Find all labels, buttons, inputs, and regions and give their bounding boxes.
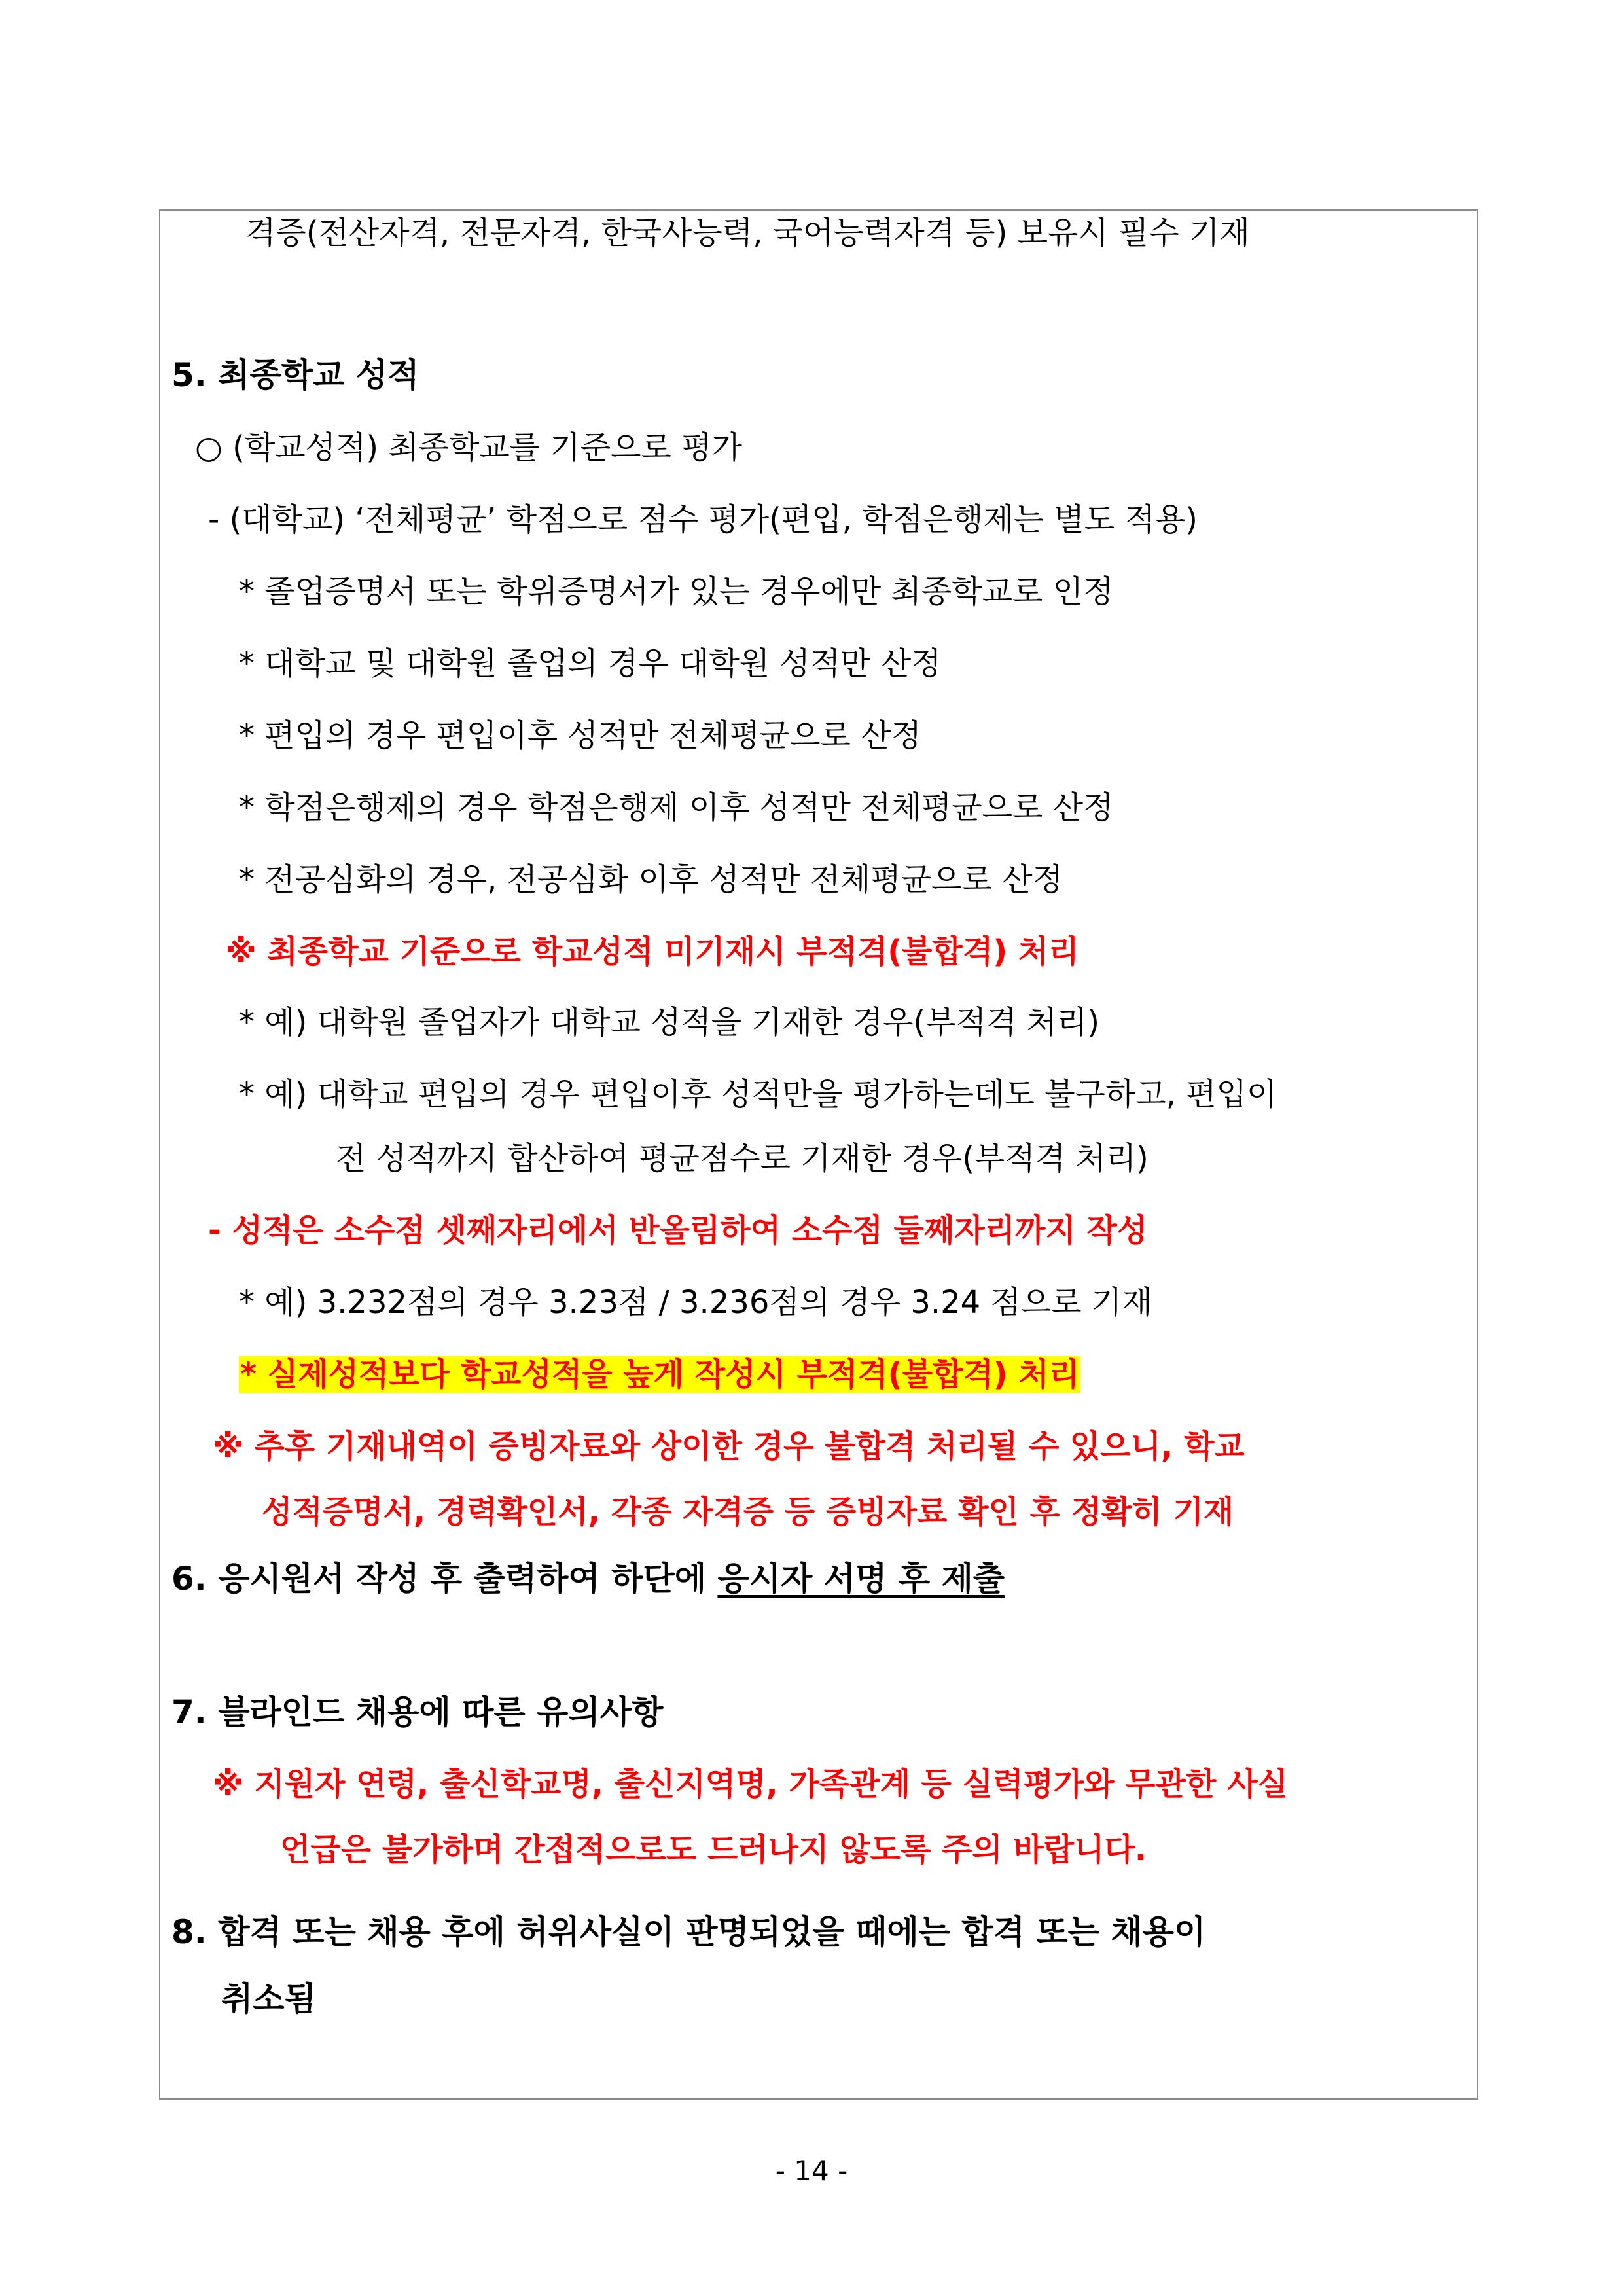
- section-6-underlined: 응시자 서명 후 제출: [717, 1560, 1005, 1598]
- section-7-heading: 7. 블라인드 채용에 따른 유의사항: [171, 1693, 664, 1731]
- example-transfer-line-2: 전 성적까지 합산하여 평균점수로 기재한 경우(부적격 처리): [336, 1140, 1149, 1177]
- cert-continuation-line: 격증(전산자격, 전문자격, 한국사능력, 국어능력자격 등) 보유시 필수 기재: [245, 215, 1250, 251]
- blind-warning-line-1: ※ 지원자 연령, 출신학교명, 출신지역명, 가족관계 등 실력평가와 무관한 사실: [213, 1766, 1288, 1803]
- section-8-heading-line-1: 8. 합격 또는 채용 후에 허위사실이 판명되었을 때에는 합격 또는 채용이: [171, 1913, 1206, 1951]
- highlight-line: [239, 1355, 1080, 1394]
- note-advanced-major: * 전공심화의 경우, 전공심화 이후 성적만 전체평균으로 산정: [239, 861, 1063, 898]
- note-credit-bank: * 학점은행제의 경우 학점은행제 이후 성적만 전체평균으로 산정: [239, 789, 1114, 826]
- section-8-heading-line-2: 취소됨: [221, 1980, 316, 2018]
- section-5-heading: 5. 최종학교 성적: [171, 356, 419, 394]
- section-6-text: 6. 응시원서 작성 후 출력하여 하단에: [171, 1560, 718, 1598]
- grade-criteria-line: ○ (학교성적) 최종학교를 기준으로 평가: [195, 429, 742, 466]
- example-transfer-line-1: * 예) 대학교 편입의 경우 편입이후 성적만을 평가하는데도 불구하고, 편입이: [239, 1076, 1277, 1113]
- rounding-rule: - 성적은 소수점 셋째자리에서 반올림하여 소수점 둘째자리까지 작성: [208, 1212, 1148, 1249]
- warning-evidence-line-2: 성적증명서, 경력확인서, 각종 자격증 등 증빙자료 확인 후 정확히 기재: [262, 1494, 1234, 1530]
- section-6-heading: [171, 1559, 1005, 1598]
- warning-missing-grades: ※ 최종학교 기준으로 학교성적 미기재시 부적격(불합격) 처리: [226, 933, 1079, 970]
- rounding-example: * 예) 3.232점의 경우 3.23점 / 3.236점의 경우 3.24 점으로 기재: [239, 1284, 1152, 1321]
- note-graduation-cert: * 졸업증명서 또는 학위증명서가 있는 경우에만 최종학교로 인정: [239, 573, 1114, 610]
- highlighted-warning-inflated-grades: * 실제성적보다 학교성적을 높게 작성시 부적격(불합격) 처리: [240, 1356, 1080, 1393]
- note-transfer: * 편입의 경우 편입이후 성적만 전체평균으로 산정: [239, 717, 921, 754]
- warning-evidence-line-1: ※ 추후 기재내역이 증빙자료와 상이한 경우 불합격 처리될 수 있으니, 학교: [213, 1428, 1245, 1465]
- example-graduate-school: * 예) 대학원 졸업자가 대학교 성적을 기재한 경우(부적격 처리): [239, 1004, 1100, 1041]
- university-average-line: - (대학교) ‘전체평균’ 학점으로 점수 평가(편입, 학점은행제는 별도 적용): [208, 501, 1198, 538]
- page-number: - 14 -: [775, 2155, 848, 2187]
- note-graduate-school: * 대학교 및 대학원 졸업의 경우 대학원 성적만 산정: [239, 645, 942, 682]
- blind-warning-line-2: 언급은 불가하며 간접적으로도 드러나지 않도록 주의 바랍니다.: [280, 1831, 1147, 1868]
